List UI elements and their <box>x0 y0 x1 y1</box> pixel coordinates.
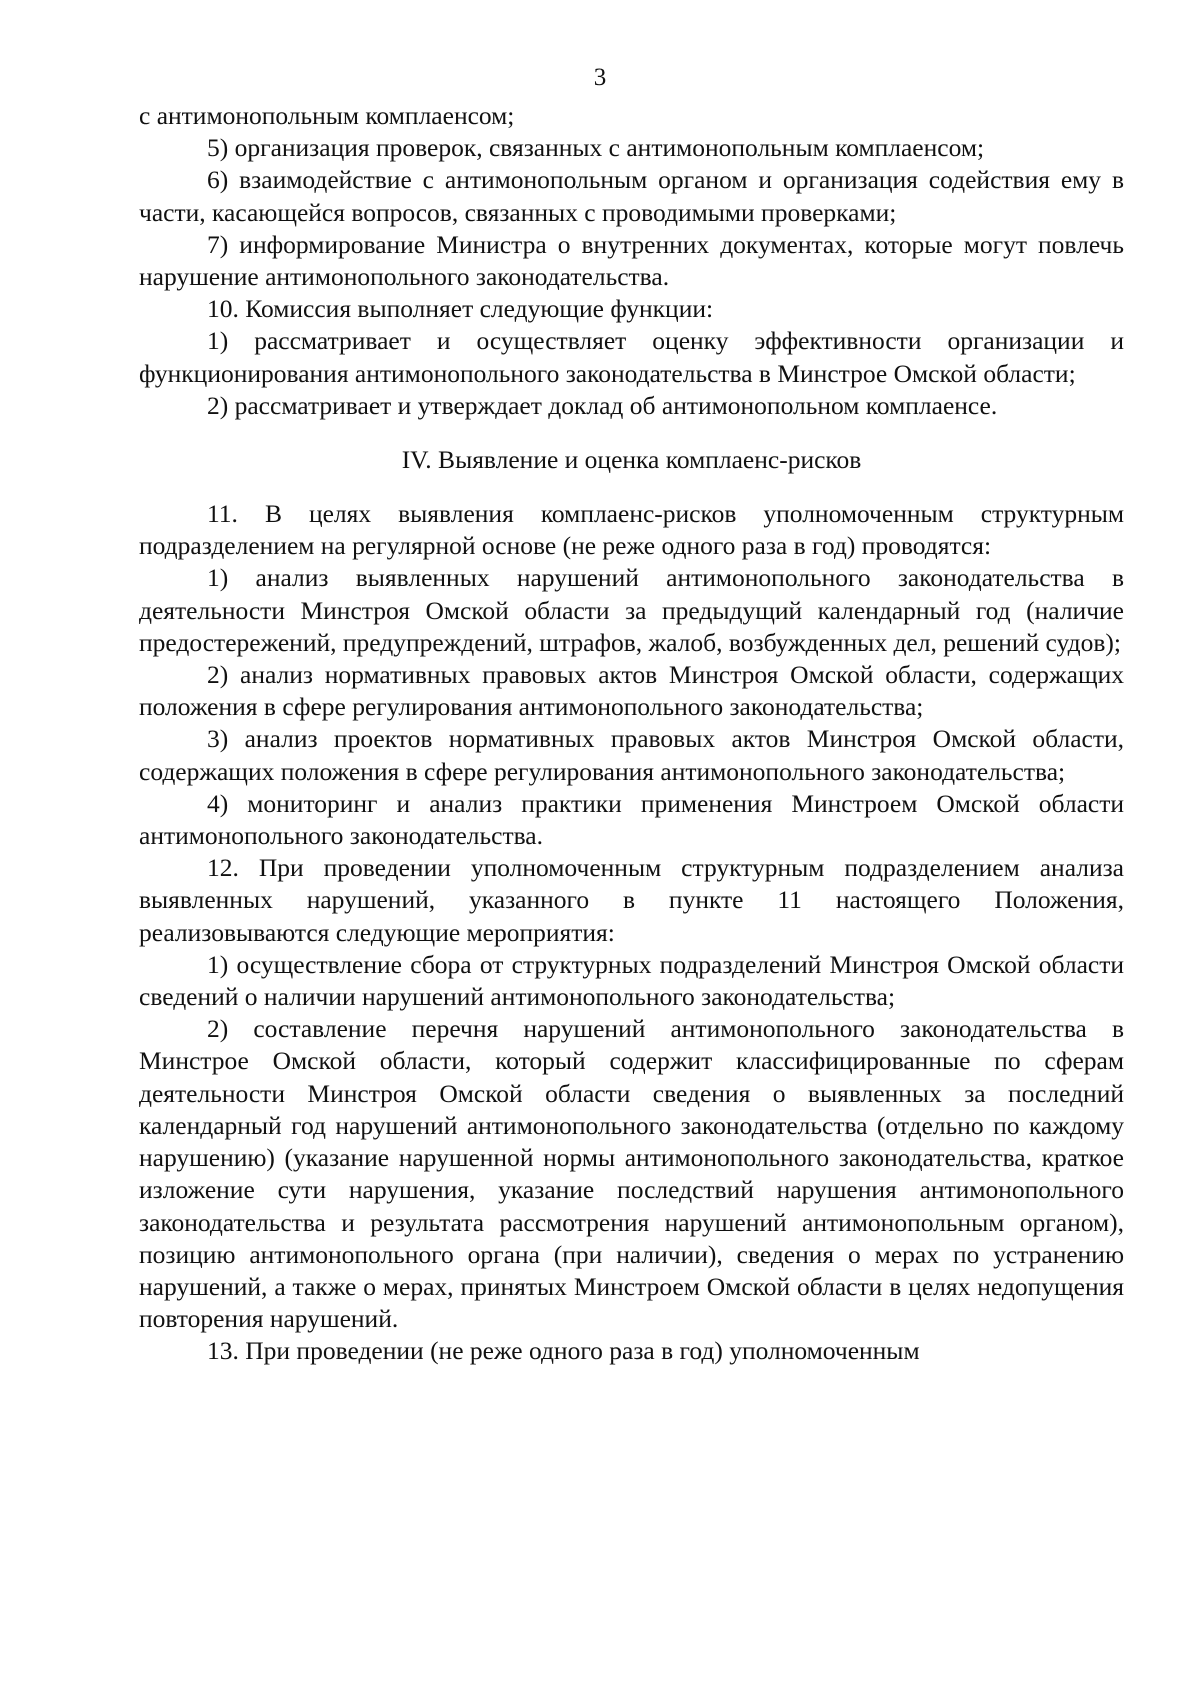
paragraphs-after-section <box>139 498 1124 1367</box>
paragraph: 4) мониторинг и анализ практики применения Минстроем Омской области антимонопольного законодательства. <box>139 788 1124 851</box>
paragraph: 12. При проведении уполномоченным структурным подразделением анализа выявленных нарушений, указанного в пункте 11 настоящего Положения, реализовываются следующие мероприятия: <box>139 853 1124 947</box>
paragraph: 2) составление перечня нарушений антимонопольного законодательства в Минстрое Омской области, который содержит классифицированные по сферам деятельности Минстроя Омской области сведения о выявленных за последний календарный год нарушений антимонопольного законодательства (отдельно по каждому нарушению) (указание нарушенной нормы антимонопольного законодательства, краткое изложение сути нарушения, указание последствий нарушения антимонопольного законодательства и результата рассмотрения нарушений антимонопольным органом), позицию антимонопольного органа (при наличии), сведения о мерах по устранению нарушений, а также о мерах, принятых Минстроем Омской области в целях недопущения повторения нарушений. <box>139 1014 1124 1334</box>
paragraph: с антимонопольным комплаенсом; <box>139 101 515 130</box>
document-body <box>139 100 1124 1368</box>
section-heading: IV. Выявление и оценка комплаенс-рисков <box>401 445 862 475</box>
paragraph: 1) осуществление сбора от структурных подразделений Минстроя Омской области сведений о наличии нарушений антимонопольного законодательства; <box>139 949 1124 1012</box>
paragraph: 2) анализ нормативных правовых актов Минстроя Омской области, содержащих положения в сфере регулирования антимонопольного законодательства; <box>139 660 1124 722</box>
paragraph: 13. При проведении (не реже одного раза в год) уполномоченным <box>207 1336 920 1366</box>
page-number: 3 <box>593 64 607 91</box>
paragraph: 2) рассматривает и утверждает доклад об антимонопольном комплаенсе. <box>207 390 998 420</box>
paragraph: 7) информирование Министра о внутренних документах, которые могут повлечь нарушение антимонопольного законодательства. <box>139 229 1124 292</box>
paragraph: 11. В целях выявления комплаенс-рисков уполномоченным структурным подразделением на регулярной основе (не реже одного раза в год) проводятся: <box>139 499 1124 561</box>
paragraphs-before-section <box>139 100 1124 422</box>
paragraph: 1) рассматривает и осуществляет оценку эффективности организации и функционирования антимонопольного законодательства в Минстрое Омской области; <box>139 326 1124 388</box>
paragraph: 3) анализ проектов нормативных правовых актов Минстроя Омской области, содержащих положения в сфере регулирования антимонопольного законодательства; <box>139 724 1124 786</box>
paragraph: 10. Комиссия выполняет следующие функции: <box>207 294 714 324</box>
paragraph: 5) организация проверок, связанных с антимонопольным комплаенсом; <box>207 133 985 163</box>
paragraph: 6) взаимодействие с антимонопольным органом и организация содействия ему в части, касающейся вопросов, связанных с проводимыми проверками; <box>139 165 1124 227</box>
paragraph: 1) анализ выявленных нарушений антимонопольного законодательства в деятельности Минстроя Омской области за предыдущий календарный год (наличие предостережений, предупреждений, штрафов, жалоб, возбужденных дел, решений судов); <box>139 563 1124 657</box>
